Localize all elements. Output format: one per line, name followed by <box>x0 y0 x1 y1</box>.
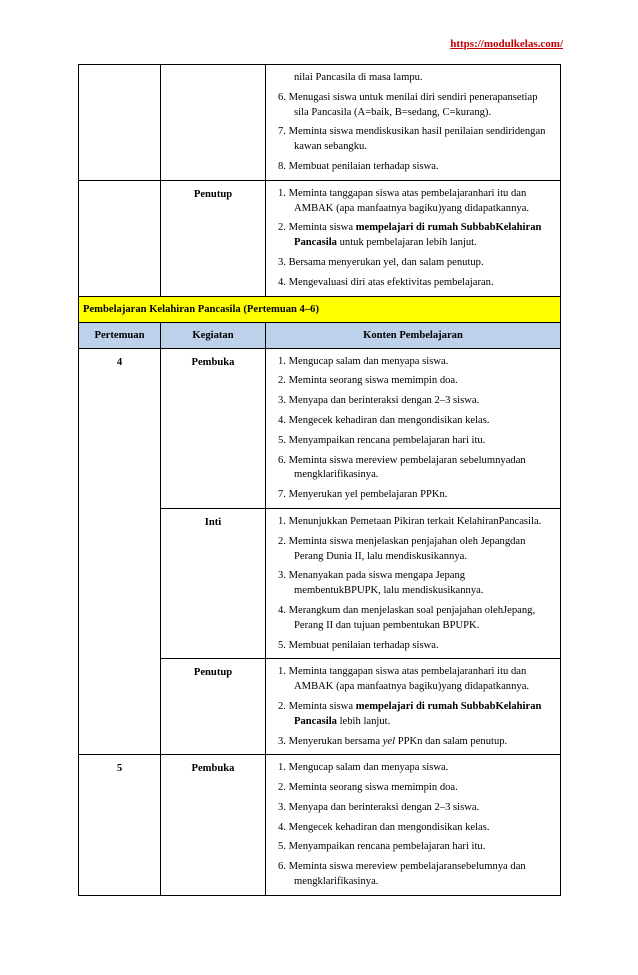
list-item: 3. Menanyakan pada siswa mengapa Jepang membentukBPUPK, lalu mendiskusikannya. <box>278 570 484 597</box>
list-item: 2. Meminta siswa menjelaskan penjajahan oleh Jepangdan Perang Dunia II, lalu mendiskusikannya. <box>278 535 526 562</box>
section-title-row <box>79 296 561 322</box>
konten-cell <box>266 659 561 755</box>
kegiatan-cell <box>161 65 266 181</box>
list-item: 1. Menunjukkan Pemetaan Pikiran terkait KelahiranPancasila. <box>278 515 542 527</box>
kegiatan-label: Inti <box>161 508 266 658</box>
list-item: 8. Membuat penilaian terhadap siswa. <box>278 160 439 172</box>
list-item: 1. Mengucap salam dan menyapa siswa. <box>278 762 449 774</box>
list-item: 1. Meminta tanggapan siswa atas pembelajaranhari itu dan AMBAK (apa manfaatnya bagiku)yang didapatkannya. <box>278 187 530 214</box>
table-row <box>79 755 561 896</box>
table-row <box>79 348 561 508</box>
pertemuan-cell <box>79 65 161 181</box>
konten-cell <box>266 65 561 181</box>
konten-cell <box>266 755 561 896</box>
konten-cell <box>266 348 561 508</box>
list-item: 7. Menyerukan yel pembelajaran PPKn. <box>278 489 448 501</box>
list-item: 4. Merangkum dan menjelaskan soal penjajahan olehJepang, Perang II dan tujuan pembentukan BPUPK. <box>278 604 536 631</box>
table-header-row <box>79 322 561 348</box>
list-item: 5. Menyampaikan rencana pembelajaran hari itu. <box>278 841 486 853</box>
list-item: 5. Membuat penilaian terhadap siswa. <box>278 639 439 651</box>
kegiatan-label: Pembuka <box>161 348 266 508</box>
list-item: 3. Menyapa dan berinteraksi dengan 2–3 siswa. <box>278 395 480 407</box>
column-header-konten: Konten Pembelajaran <box>266 322 561 348</box>
list-item: 1. Mengucap salam dan menyapa siswa. <box>278 355 449 367</box>
kegiatan-label: Pembuka <box>161 755 266 896</box>
list-item: 4. Mengevaluasi diri atas efektivitas pembelajaran. <box>278 276 494 288</box>
section-title: Pembelajaran Kelahiran Pancasila (Pertemuan 4–6) <box>79 296 561 322</box>
list-item: 2. Meminta seorang siswa memimpin doa. <box>278 782 458 794</box>
meeting-number: 5 <box>79 755 161 896</box>
lesson-plan-table <box>78 64 561 896</box>
column-header-kegiatan: Kegiatan <box>161 322 266 348</box>
list-item: 5. Menyampaikan rencana pembelajaran hari itu. <box>278 434 486 446</box>
list-item: 2. Meminta seorang siswa memimpin doa. <box>278 375 458 387</box>
konten-cell <box>266 180 561 296</box>
column-header-pertemuan: Pertemuan <box>79 322 161 348</box>
list-item: 3. Menyerukan bersama yel PPKn dan salam penutup. <box>278 735 508 747</box>
kegiatan-label: Penutup <box>161 180 266 296</box>
kegiatan-label: Penutup <box>161 659 266 755</box>
konten-cell <box>266 508 561 658</box>
list-item: 2. Meminta siswa mempelajari di rumah SubbabKelahiran Pancasila lebih lanjut. <box>278 700 542 727</box>
list-item: 6. Meminta siswa mereview pembelajaran sebelumnyadan mengklarifikasinya. <box>278 454 526 481</box>
pertemuan-cell <box>79 180 161 296</box>
meeting-number: 4 <box>79 348 161 755</box>
list-item: 4. Mengecek kehadiran dan mengondisikan kelas. <box>278 821 490 833</box>
list-item: 4. Mengecek kehadiran dan mengondisikan kelas. <box>278 414 490 426</box>
table-row <box>79 180 561 296</box>
list-item: nilai Pancasila di masa lampu. <box>294 72 423 83</box>
header-url-link[interactable]: https://modulkelas.com/ <box>450 38 563 50</box>
list-item: 7. Meminta siswa mendiskusikan hasil penilaian sendiridengan kawan sebangku. <box>278 126 546 153</box>
list-item: 6. Meminta siswa mereview pembelajaransebelumnya dan mengklarifikasinya. <box>278 861 526 888</box>
list-item: 1. Meminta tanggapan siswa atas pembelajaranhari itu dan AMBAK (apa manfaatnya bagiku)yang didapatkannya. <box>278 666 530 693</box>
list-item: 3. Bersama menyerukan yel, dan salam penutup. <box>278 256 484 268</box>
list-item: 6. Menugasi siswa untuk menilai diri sendiri penerapansetiap sila Pancasila (A=baik, B=sedang, C=kurang). <box>278 91 538 118</box>
table-row <box>79 65 561 181</box>
list-item: 2. Meminta siswa mempelajari di rumah SubbabKelahiran Pancasila untuk pembelajaran lebih lanjut. <box>278 222 542 249</box>
list-item: 3. Menyapa dan berinteraksi dengan 2–3 siswa. <box>278 801 480 813</box>
